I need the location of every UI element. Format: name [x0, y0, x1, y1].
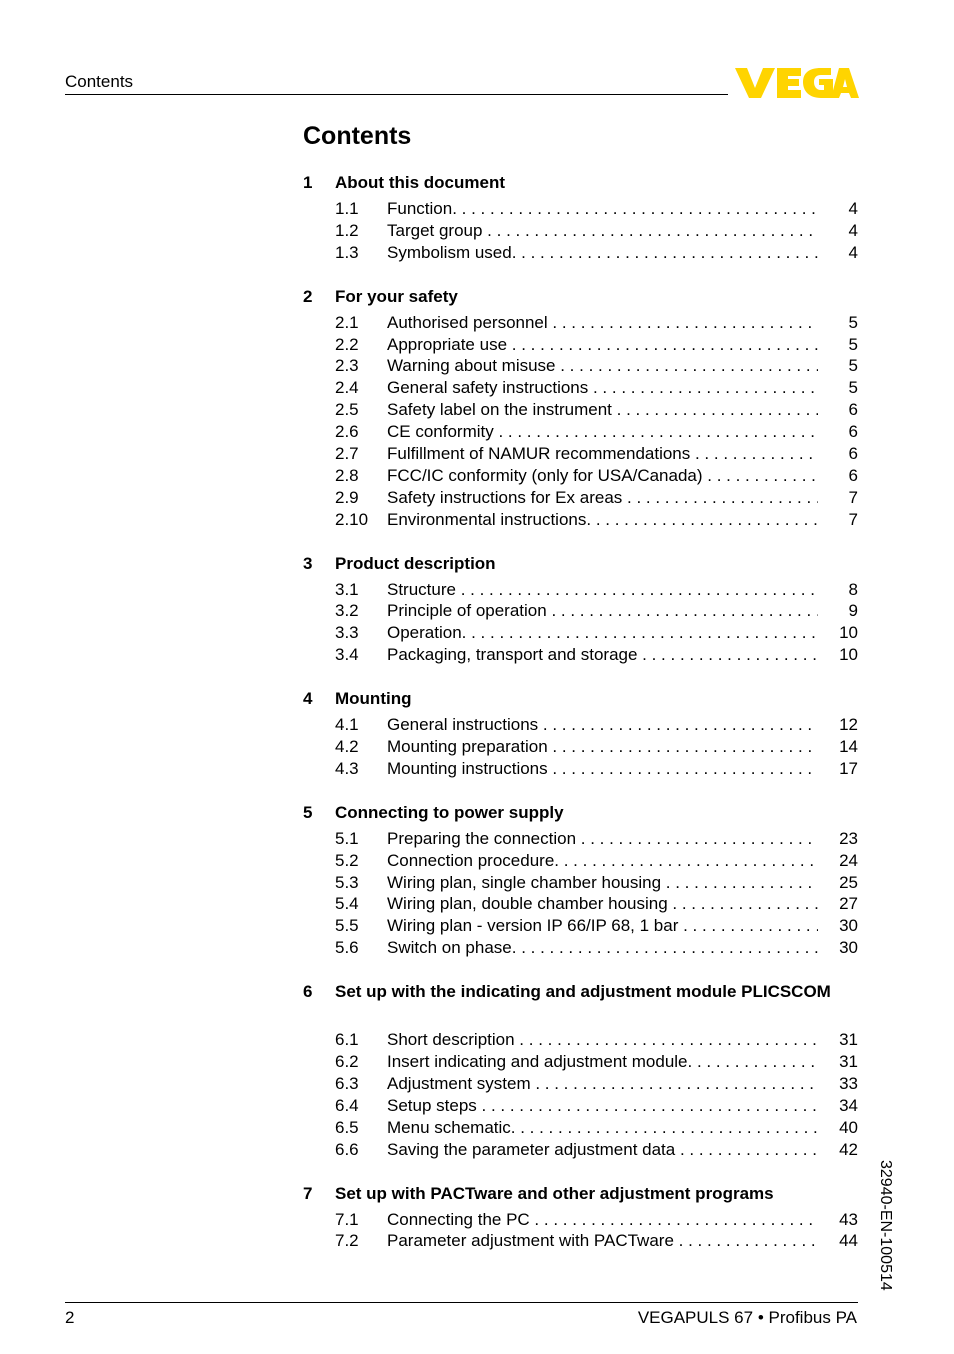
entry-title: Mounting instructions: [387, 758, 548, 778]
section-number: 2: [303, 286, 313, 306]
toc-entry[interactable]: [303, 509, 858, 531]
toc-entry[interactable]: [303, 893, 858, 915]
entry-number: 5.5: [335, 916, 359, 936]
section-heading[interactable]: [303, 800, 858, 826]
entry-title: CE conformity: [387, 422, 494, 442]
entry-page: 5: [848, 334, 858, 354]
entry-title: Saving the parameter adjustment data: [387, 1139, 676, 1159]
page-number: 2: [65, 1308, 75, 1327]
entry-title: Menu schematic.: [387, 1117, 516, 1137]
section-title: Product description: [335, 553, 496, 573]
toc-entry[interactable]: [303, 377, 858, 399]
section-heading[interactable]: [303, 979, 858, 1027]
entry-page: 6: [848, 400, 858, 420]
entry-page: 6: [848, 444, 858, 464]
toc-entry[interactable]: [303, 937, 858, 959]
entry-number: 6.4: [335, 1095, 359, 1115]
entry-title: Packaging, transport and storage: [387, 645, 638, 665]
entry-number: 2.6: [335, 422, 359, 442]
entry-title: Environmental instructions.: [387, 509, 592, 529]
entry-number: 2.5: [335, 400, 359, 420]
header-rule: [65, 94, 728, 95]
entry-title: Wiring plan, single chamber housing: [387, 872, 662, 892]
section-number: 3: [303, 553, 313, 573]
section-number: 7: [303, 1183, 313, 1203]
entry-title: Switch on phase.: [387, 938, 517, 958]
entry-number: 3.1: [335, 579, 359, 599]
entry-page: 30: [839, 916, 858, 936]
toc-section: [303, 979, 858, 1160]
entry-number: 7.1: [335, 1209, 359, 1229]
toc-entry[interactable]: [303, 758, 858, 780]
entry-page: 12: [839, 715, 858, 735]
entry-number: 4.3: [335, 758, 359, 778]
footer-rule: [65, 1302, 858, 1303]
entry-title: Insert indicating and adjustment module.: [387, 1052, 693, 1072]
entry-title: Setup steps: [387, 1095, 477, 1115]
toc-entry[interactable]: [303, 579, 858, 601]
section-heading[interactable]: [303, 170, 858, 196]
entry-title: Operation.: [387, 623, 467, 643]
entry-number: 3.2: [335, 601, 359, 621]
section-heading[interactable]: [303, 1181, 858, 1207]
toc-entry[interactable]: [303, 828, 858, 850]
entry-number: 5.2: [335, 850, 359, 870]
product-name: VEGAPULS 67 • Profibus PA: [637, 1308, 857, 1327]
entry-page: 14: [839, 737, 858, 757]
header-label: Contents: [65, 72, 134, 91]
entry-number: 1.2: [335, 220, 359, 240]
toc-entry[interactable]: [303, 220, 858, 242]
toc-entry[interactable]: [303, 850, 858, 872]
entry-title: Appropriate use: [387, 334, 508, 354]
entry-title: Connecting the PC: [387, 1209, 530, 1229]
entry-title: FCC/IC conformity (only for USA/Canada): [387, 465, 703, 485]
entry-number: 4.2: [335, 737, 359, 757]
toc-entry[interactable]: [303, 421, 858, 443]
entry-title: Fulfillment of NAMUR recommendations: [387, 444, 691, 464]
entry-number: 1.1: [335, 199, 359, 218]
toc-section: [303, 284, 858, 531]
toc-entry[interactable]: [303, 443, 858, 465]
toc-entry[interactable]: [303, 1230, 858, 1252]
entry-page: 5: [848, 356, 858, 376]
entry-page: 25: [839, 872, 858, 892]
entry-page: 4: [848, 220, 858, 240]
section-heading[interactable]: [303, 686, 858, 712]
entry-number: 6.1: [335, 1030, 359, 1050]
toc-entry[interactable]: [303, 487, 858, 509]
entry-title: Safety instructions for Ex areas: [387, 487, 623, 507]
toc-section: [303, 686, 858, 780]
entry-page: 4: [848, 242, 858, 262]
entry-number: 2.3: [335, 356, 359, 376]
section-title: Mounting: [335, 689, 412, 709]
entry-page: 42: [839, 1139, 858, 1159]
entry-page: 43: [839, 1209, 858, 1229]
toc-section: [303, 800, 858, 959]
toc-entry[interactable]: [303, 1095, 858, 1117]
entry-page: 10: [839, 645, 858, 665]
entry-page: 7: [848, 487, 858, 507]
toc-section: [303, 1181, 858, 1253]
toc-entry[interactable]: [303, 399, 858, 421]
section-number: 1: [303, 173, 313, 192]
entry-page: 17: [839, 758, 858, 778]
vega-logo: [735, 64, 859, 100]
entry-title: Parameter adjustment with PACTware: [387, 1231, 674, 1251]
toc-section: [303, 170, 858, 264]
entry-page: 40: [839, 1117, 858, 1137]
toc-entry[interactable]: [303, 915, 858, 937]
entry-page: 5: [848, 312, 858, 332]
page-title: Contents: [303, 122, 412, 150]
entry-number: 5.3: [335, 872, 359, 892]
section-title: Set up with the indicating and adjustment module PLICSCOM: [335, 982, 831, 1002]
entry-number: 6.5: [335, 1117, 359, 1137]
toc-entry[interactable]: [303, 198, 858, 220]
toc-entry[interactable]: [303, 622, 858, 644]
entry-page: 34: [839, 1095, 858, 1115]
toc-entry[interactable]: [303, 355, 858, 377]
entry-number: 2.1: [335, 312, 359, 332]
entry-title: Target group: [387, 220, 483, 240]
entry-number: 3.3: [335, 623, 359, 643]
entry-page: 44: [839, 1231, 858, 1251]
entry-title: Authorised personnel: [387, 312, 548, 332]
entry-number: 3.4: [335, 645, 359, 665]
section-number: 5: [303, 802, 313, 822]
entry-title: Preparing the connection: [387, 828, 577, 848]
entry-title: Mounting preparation: [387, 737, 548, 757]
entry-number: 2.10: [335, 509, 369, 529]
toc-entry[interactable]: [303, 1073, 858, 1095]
toc-entry[interactable]: [303, 1051, 858, 1073]
toc-entry[interactable]: [303, 312, 858, 334]
toc-entry[interactable]: [303, 1209, 858, 1231]
toc-entry[interactable]: [303, 1029, 858, 1051]
entry-page: 6: [848, 422, 858, 442]
entry-page: 7: [848, 509, 858, 529]
entry-page: 8: [848, 579, 858, 599]
entry-title: Warning about misuse: [387, 356, 556, 376]
entry-page: 31: [839, 1052, 858, 1072]
entry-number: 2.9: [335, 487, 359, 507]
entry-title: General instructions: [387, 715, 539, 735]
section-number: 4: [303, 689, 313, 709]
entry-title: Function.: [387, 199, 457, 218]
entry-number: 5.1: [335, 828, 359, 848]
entry-number: 6.3: [335, 1073, 359, 1093]
toc-entry[interactable]: [303, 872, 858, 894]
entry-title: Short description: [387, 1030, 515, 1050]
toc-entry[interactable]: [303, 465, 858, 487]
entry-page: 4: [848, 199, 858, 218]
document-code: 32940-EN-100514: [877, 1160, 894, 1291]
section-title: Connecting to power supply: [335, 802, 564, 822]
entry-page: 10: [839, 623, 858, 643]
entry-title: Structure: [387, 579, 456, 599]
toc-entry[interactable]: [303, 736, 858, 758]
entry-title: General safety instructions: [387, 378, 589, 398]
entry-number: 2.7: [335, 444, 359, 464]
section-title: For your safety: [335, 286, 458, 306]
section-title: Set up with PACTware and other adjustment programs: [335, 1183, 774, 1203]
section-title: About this document: [335, 173, 505, 192]
entry-number: 5.4: [335, 894, 359, 914]
toc-section: [303, 551, 858, 667]
entry-page: 31: [839, 1030, 858, 1050]
entry-number: 2.4: [335, 378, 359, 398]
entry-page: 5: [848, 378, 858, 398]
section-heading[interactable]: [303, 551, 858, 577]
entry-title: Wiring plan, double chamber housing: [387, 894, 668, 914]
entry-title: Principle of operation: [387, 601, 547, 621]
toc-entry[interactable]: [303, 644, 858, 666]
entry-number: 5.6: [335, 938, 359, 958]
entry-number: 6.2: [335, 1052, 359, 1072]
entry-number: 7.2: [335, 1231, 359, 1251]
entry-number: 4.1: [335, 715, 359, 735]
section-heading[interactable]: [303, 284, 858, 310]
toc-entry[interactable]: [303, 600, 858, 622]
section-number: 6: [303, 982, 313, 1002]
entry-page: 30: [839, 938, 858, 958]
table-of-contents: [303, 170, 858, 1272]
toc-entry[interactable]: [303, 714, 858, 736]
toc-entry[interactable]: [303, 1139, 858, 1161]
entry-page: 24: [839, 850, 858, 870]
entry-title: Safety label on the instrument: [387, 400, 612, 420]
entry-number: 2.8: [335, 465, 359, 485]
entry-title: Connection procedure.: [387, 850, 560, 870]
entry-number: 6.6: [335, 1139, 359, 1159]
entry-page: 9: [848, 601, 858, 621]
entry-page: 27: [839, 894, 858, 914]
entry-page: 6: [848, 465, 858, 485]
entry-page: 33: [839, 1073, 858, 1093]
entry-number: 2.2: [335, 334, 359, 354]
entry-title: Symbolism used.: [387, 242, 517, 262]
toc-entry[interactable]: [303, 1117, 858, 1139]
entry-title: Wiring plan - version IP 66/IP 68, 1 bar: [387, 916, 679, 936]
toc-entry[interactable]: [303, 334, 858, 356]
entry-number: 1.3: [335, 242, 359, 262]
toc-entry[interactable]: [303, 242, 858, 264]
entry-page: 23: [839, 828, 858, 848]
entry-title: Adjustment system: [387, 1073, 531, 1093]
